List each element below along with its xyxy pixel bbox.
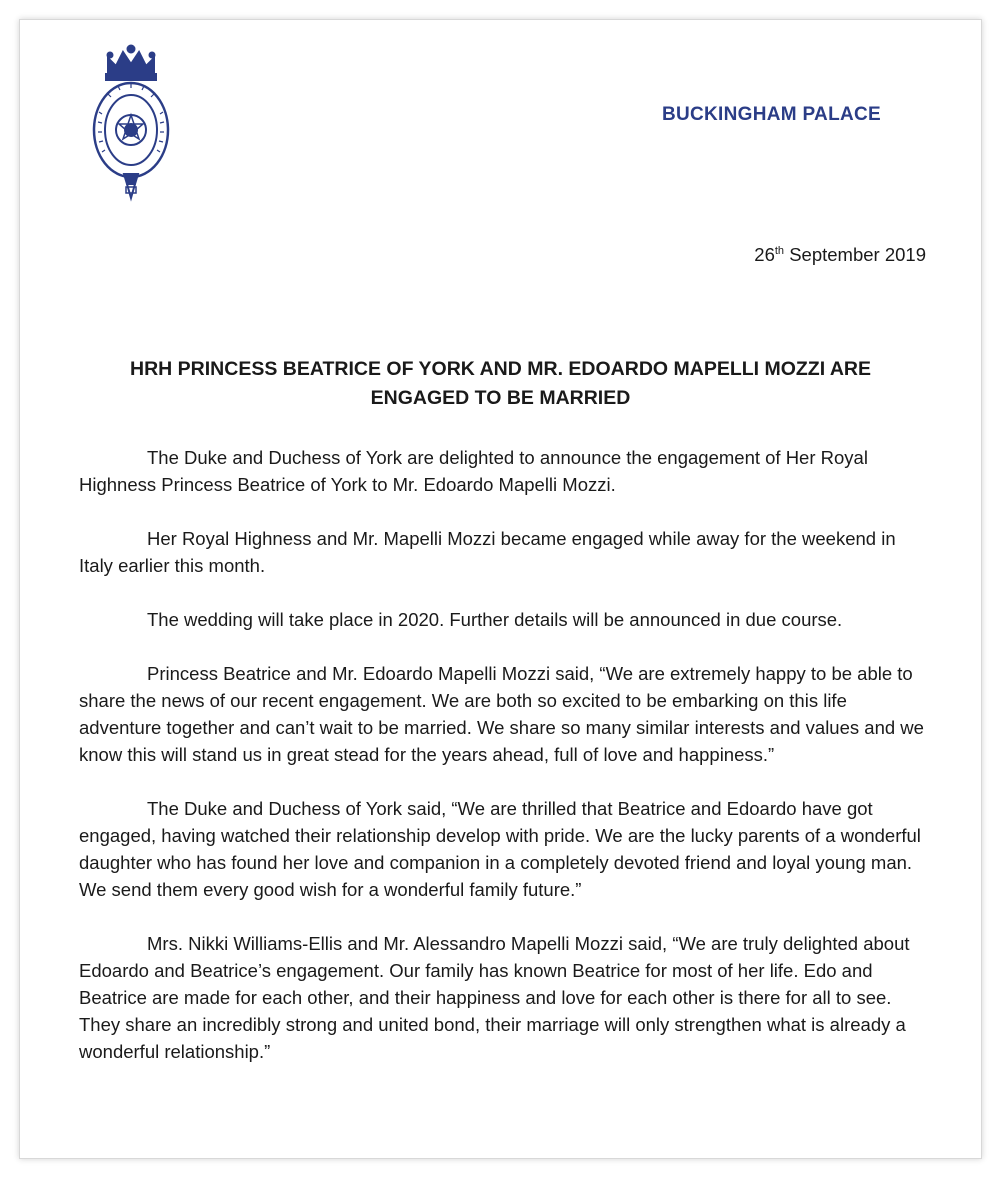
organization-name: BUCKINGHAM PALACE (661, 104, 881, 125)
date-day: 26 (754, 244, 775, 265)
paragraph: Her Royal Highness and Mr. Mapelli Mozzi became engaged while away for the weekend in Italy earlier this month. (79, 528, 896, 576)
document-headline (60, 355, 941, 413)
date-suffix: th (774, 244, 785, 257)
paragraph: Mrs. Nikki Williams-Ellis and Mr. Alessandro Mapelli Mozzi said, “We are truly delighted about Edoardo and Beatrice’s engagement. Our family has known Beatrice for most of her life. Edo and Beatrice are made for each other, and their happiness and love for each other is there for all to see. They share an incredibly strong and united bond, their marriage will only strengthen what is already a wonderful relationship.” (79, 933, 910, 1062)
paragraph: Princess Beatrice and Mr. Edoardo Mapelli Mozzi said, “We are extremely happy to be able to share the news of our recent engagement. We are both so excited to be embarking on this life adventure together and can’t wait to be married. We share so many similar interests and values and we know this will stand us in great stead for the years ahead, full of love and happiness.” (79, 663, 924, 765)
paragraph: The Duke and Duchess of York said, “We are thrilled that Beatrice and Edoardo have got engaged, having watched their relationship develop with pride. We are the lucky parents of a wonderful daughter who has found her love and companion in a completely devoted friend and loyal young man. We send them every good wish for a wonderful family future.” (79, 798, 921, 900)
paragraph: The wedding will take place in 2020. Further details will be announced in due course. (147, 609, 843, 630)
document-date (754, 244, 926, 266)
paragraph: The Duke and Duchess of York are delighted to announce the engagement of Her Royal Highness Princess Beatrice of York to Mr. Edoardo Mapelli Mozzi. (79, 447, 868, 495)
headline-line-1: HRH PRINCESS BEATRICE OF YORK AND MR. EDOARDO MAPELLI MOZZI ARE (129, 358, 872, 380)
headline-line-2: ENGAGED TO BE MARRIED (370, 387, 631, 409)
royal-crest-icon (90, 42, 172, 202)
document-body (79, 444, 929, 1092)
date-month-year: September 2019 (789, 244, 926, 265)
document-page (19, 19, 982, 1159)
